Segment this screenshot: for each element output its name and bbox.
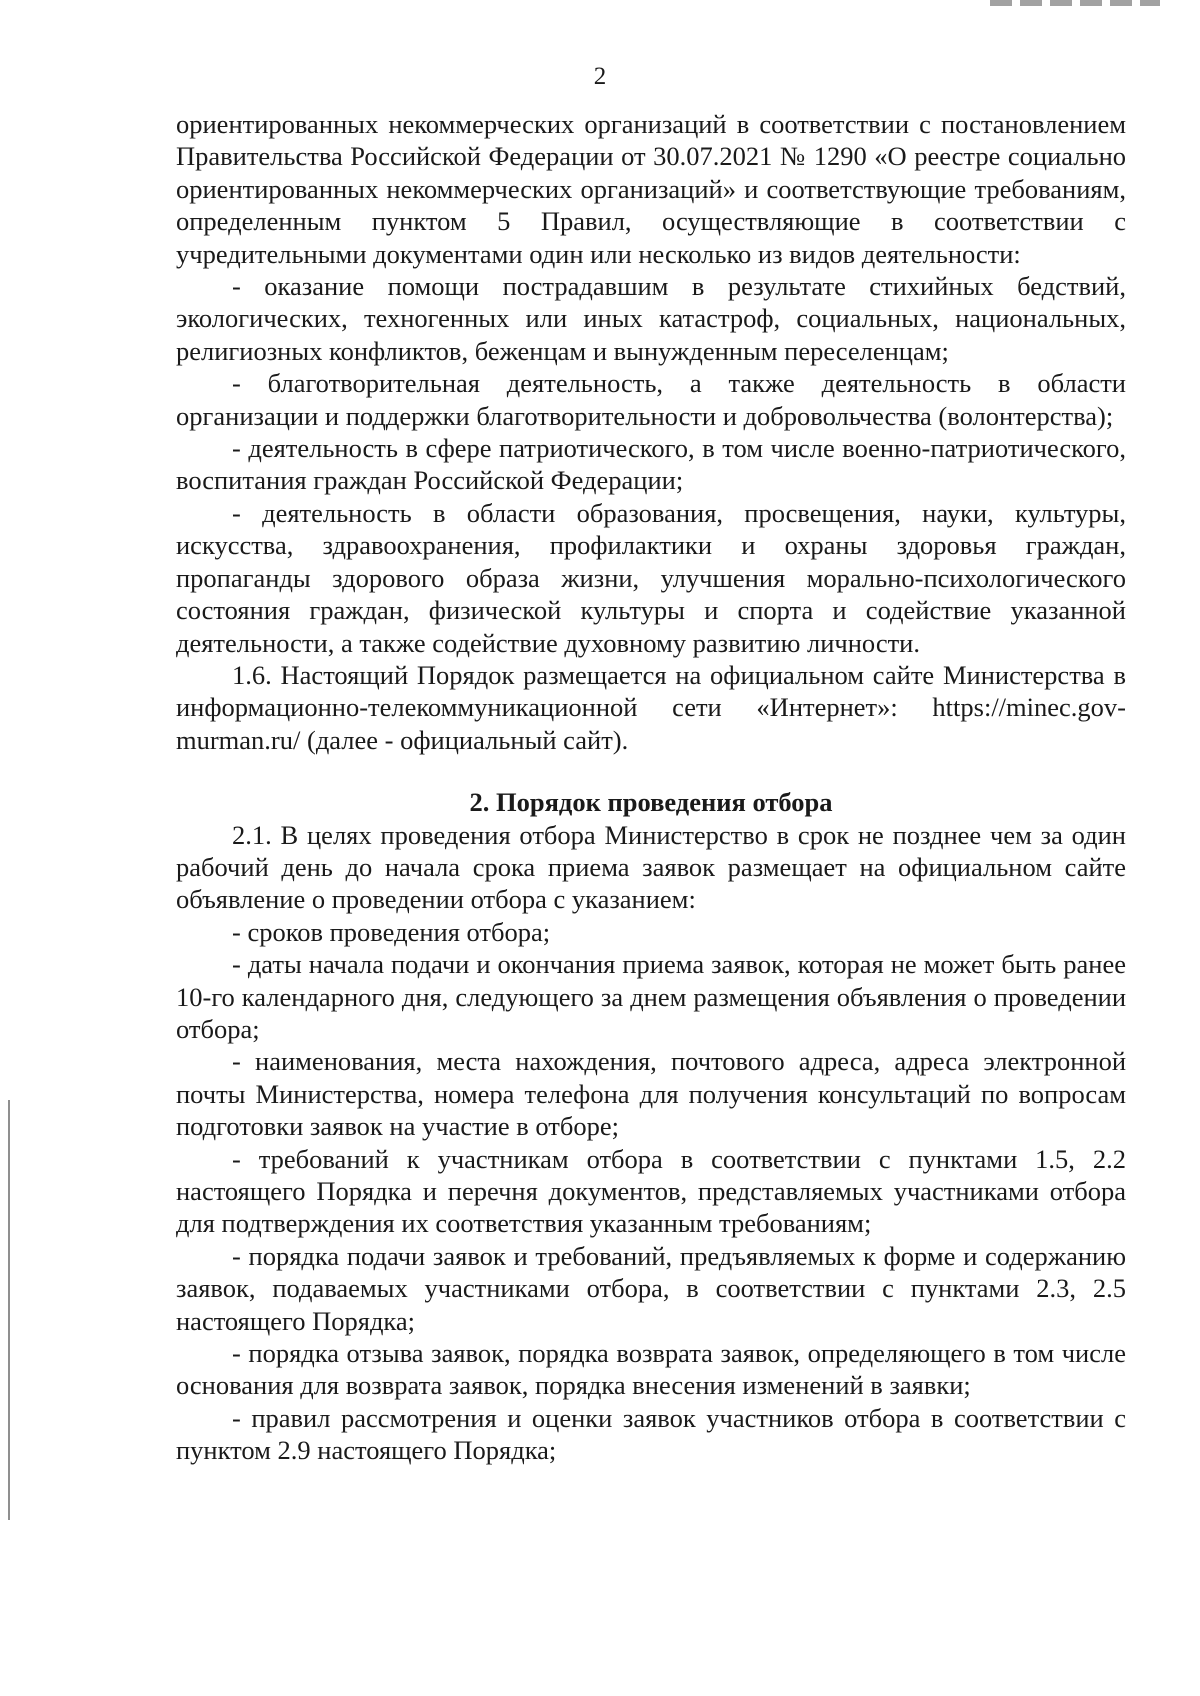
- list-item-requirements: - требований к участникам отбора в соответствии с пунктами 1.5, 2.2 настоящего Порядка и перечня документов, представляемых участниками отбора для подтверждения их соответствия указанным требованиям;: [176, 1143, 1126, 1239]
- paragraph-1-6: 1.6. Настоящий Порядок размещается на официальном сайте Министерства в информационно-телекоммуникационной сети «Интернет»: https://minec.gov-murman.ru/ (далее - официальный сайт).: [176, 659, 1126, 755]
- section-heading: 2. Порядок проведения отбора: [469, 787, 833, 818]
- list-item-withdrawal: - порядка отзыва заявок, порядка возврата заявок, определяющего в том числе основания для возврата заявок, порядка внесения изменений в заявки;: [176, 1338, 1126, 1401]
- scan-artifact-top: [990, 0, 1160, 6]
- list-item-review-rules: - правил рассмотрения и оценки заявок участников отбора в соответствии с пунктом 2.9 настоящего Порядка;: [176, 1402, 1126, 1466]
- list-item-charity: - благотворительная деятельность, а также деятельность в области организации и поддержки благотворительности и добровольчества (волонтерства);: [176, 368, 1126, 431]
- list-item-education-culture: - деятельность в области образования, просвещения, науки, культуры, искусства, здравоохранения, профилактики и охраны здоровья граждан, пропаганды здорового образа жизни, улучшения морально-психологического состояния граждан, физической культуры и спорта и содействие указанной деятельности, а также содействие духовному развитию личности.: [176, 497, 1126, 658]
- list-item-dates: - даты начала подачи и окончания приема заявок, которая не может быть ранее 10-го календарного дня, следующего за днем размещения объявления о проведении отбора;: [176, 949, 1126, 1044]
- list-item-contacts: - наименования, места нахождения, почтового адреса, адреса электронной почты Министерства, номера телефона для получения консультаций по вопросам подготовки заявок на участие в отборе;: [176, 1046, 1126, 1142]
- paragraph-2-1: 2.1. В целях проведения отбора Министерство в срок не позднее чем за один рабочий день до начала срока приема заявок размещает на официальном сайте объявление о проведении отбора с указанием:: [176, 819, 1126, 915]
- page-number: 2: [593, 63, 607, 90]
- list-item-disaster-aid: - оказание помощи пострадавшим в результате стихийных бедствий, экологических, техногенных или иных катастроф, социальных, национальных, религиозных конфликтов, беженцам и вынужденным переселенцам;: [176, 271, 1126, 366]
- list-item-deadlines: - сроков проведения отбора;: [232, 916, 551, 947]
- list-item-submission: - порядка подачи заявок и требований, предъявляемых к форме и содержанию заявок, подаваемых участниками отбора, в соответствии с пунктами 2.3, 2.5 настоящего Порядка;: [176, 1240, 1126, 1336]
- list-item-patriotic: - деятельность в сфере патриотического, в том числе военно-патриотического, воспитания граждан Российской Федерации;: [176, 433, 1126, 496]
- scan-artifact-left-edge: [8, 1100, 10, 1520]
- document-body: [176, 108, 1126, 1467]
- paragraph-continuation: ориентированных некоммерческих организаций в соответствии с постановлением Правительства Российской Федерации от 30.07.2021 № 1290 «О реестре социально ориентированных некоммерческих организаций» и соответствующие требованиям, определенным пунктом 5 Правил, осуществляющие в соответствии с учредительными документами один или несколько из видов деятельности:: [176, 109, 1126, 269]
